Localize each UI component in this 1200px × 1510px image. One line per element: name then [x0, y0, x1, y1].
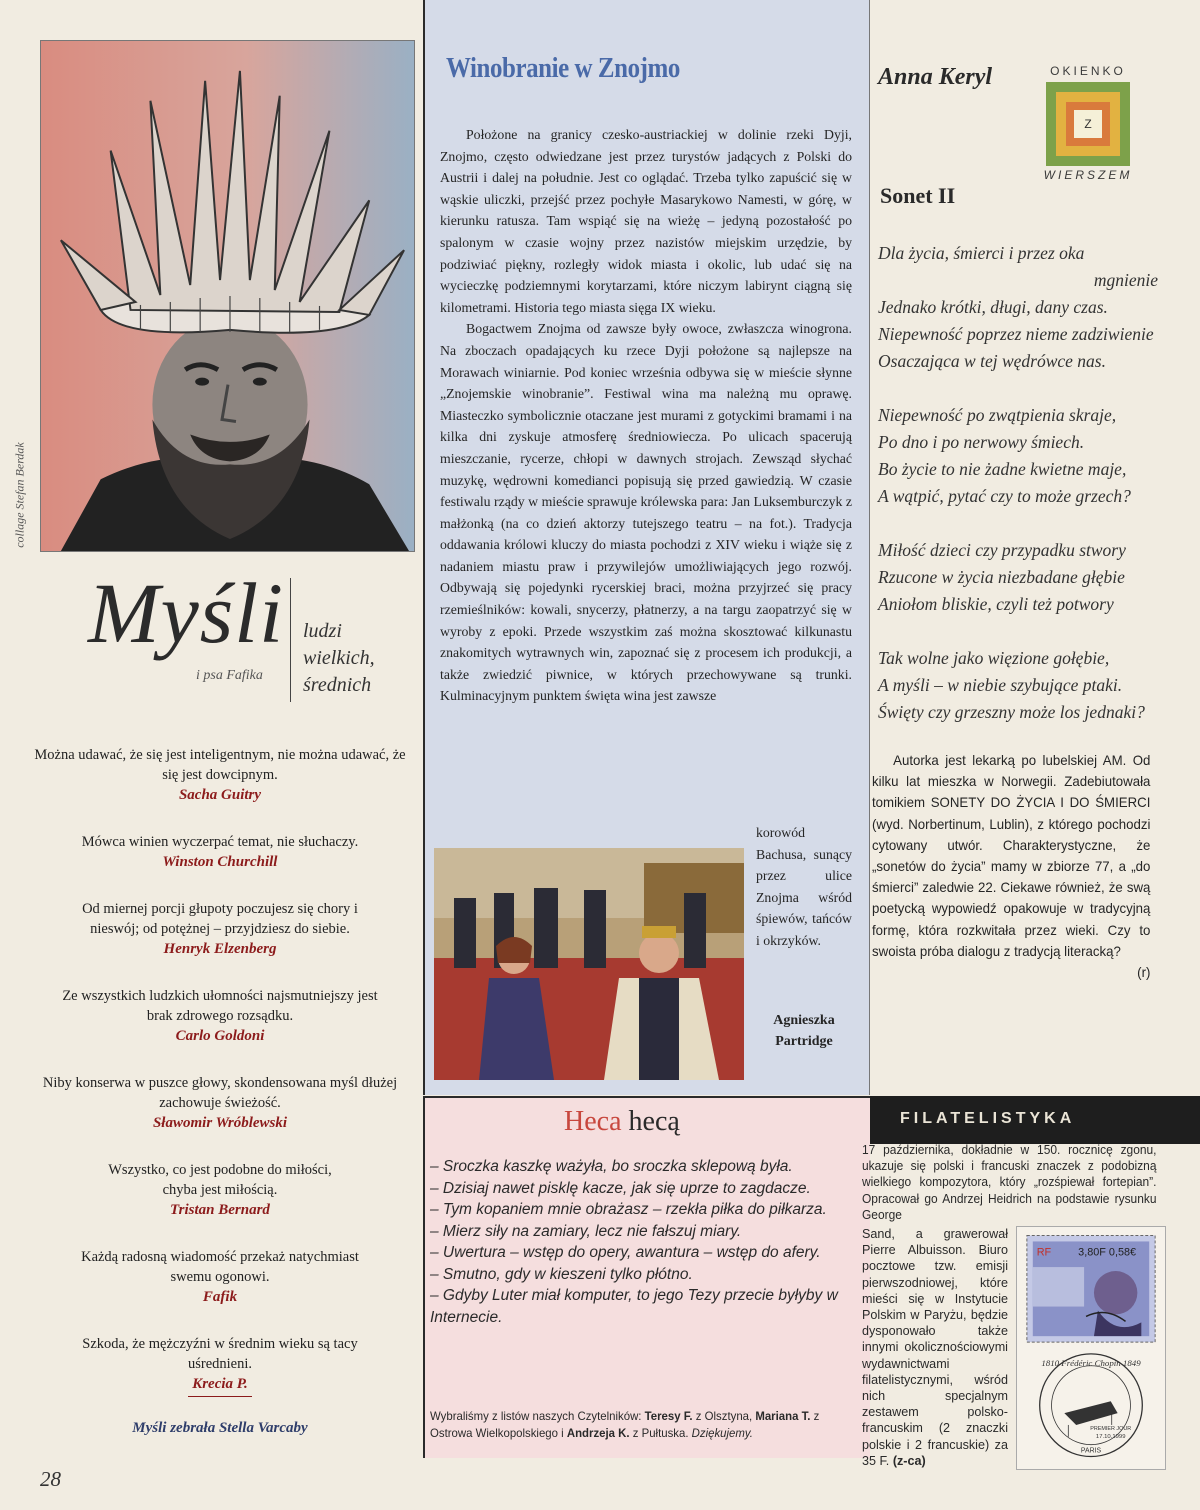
okienko-logo [1040, 64, 1136, 188]
quote-item [30, 1247, 410, 1308]
poem-line: A wątpić, pytać czy to może grzech? [878, 486, 1131, 506]
stamp-country: RF [1036, 1246, 1052, 1259]
footer-text: z Pułtuska. [629, 1426, 692, 1440]
quote-item [30, 745, 410, 806]
article-paragraph: Bogactwem Znojma od zawsze były owoce, zwłaszcza winogrona. Na zboczach opadających ku rzece Dyji położone są najlepsze na Morawach winiarnie. Pod koniec września odbywa się w mieście słynne „Znojemskie winobranie”. Festiwal wina ma należną mu oprawę. Miasteczko symbolicznie otaczane jest murami z gotyckimi bramami i na kilka dni zyskuje atmosferę średniowiecza. Po ulicach spacerują mieszczanie, rycerze, chłopi w dawnych strojach. Zewsząd słychać muzykę, wędrowni komedianci popisują się przed gawiedzią. W czasie festiwalu rządy w mieście sprawuje królewska para: Jan Luksemburczyk z małżonką (na co dzień aktorzy tutejszego teatru – na fot.). Tradycja oddawania królowi kluczy do miasta pochodzi z XIV wieku i wiąże się z nadaniem miastu praw i przywilejów umożliwiających jego rozwój. Odbywają się pojedynki rycerskiej braci, można przyjrzeć się pracy rzemieślników: kowali, snycerzy, płatnerzy, a na targu zaopatrzyć się w wyroby z epoki. Przede wszystkim zaś można skosztować kilkunastu znakomitych wytrawnych win, zapoznać się z procesem ich produkcji, a także zwiedzić piwnice, w których przechowywane są trunki. Kulminacyjnym punktem święta wina jest zawsze [440, 321, 852, 704]
fila-title: FILATELISTYKA [900, 1110, 1076, 1127]
poem-note-sign: (r) [1137, 965, 1151, 981]
collage-image [40, 40, 415, 552]
logo-top-text: OKIENKO [1050, 64, 1126, 78]
list-item: – Smutno, gdy w kieszeni tylko płótno. [430, 1265, 693, 1283]
quote-item [30, 986, 410, 1047]
quote-author: Winston Churchill [162, 854, 278, 870]
postmark-premier: PREMIER JOUR [1090, 1425, 1132, 1432]
mysli-subtitle [303, 618, 375, 699]
heca-title-red: Heca [564, 1106, 622, 1137]
quote-author: Sławomir Wróblewski [152, 1115, 288, 1131]
quote-text: Każdą radosną wiadomość przekaż natychmiast swemu ogonowi. [81, 1249, 359, 1285]
author-first-name: Agnieszka [773, 1013, 835, 1028]
stamp-value: 3,80F 0,58€ [1078, 1246, 1137, 1259]
heca-footer [430, 1408, 834, 1442]
quote-item [30, 1073, 410, 1134]
postmark-city: PARIS [1080, 1447, 1102, 1455]
logo-center-letter: Z [1074, 110, 1102, 138]
mysli-subtitle-fafik: i psa Fafika [196, 668, 263, 683]
poem-line: Miłość dzieci czy przypadku stwory [878, 540, 1126, 560]
poem-line: Po dno i po nerwowy śmiech. [878, 432, 1085, 452]
poem-line: Bo życie to nie żadne kwietne maje, [878, 459, 1127, 479]
article-author [756, 1010, 852, 1052]
poem-line: Rzucone w życia niezbadane głębie [878, 567, 1125, 587]
footer-thanks: Dziękujemy. [691, 1426, 753, 1440]
quote-text: Ze wszystkich ludzkich ułomności najsmutniejszy jest brak zdrowego rozsądku. [62, 988, 378, 1024]
poem-stanza [878, 645, 1168, 726]
quote-text: Niby konserwa w puszce głowy, skondensowana myśl dłużej zachowuje świeżość. [42, 1075, 398, 1111]
list-item: – Mierz siły na zamiary, lecz nie fałszuj miary. [430, 1222, 742, 1240]
article-body [440, 124, 852, 707]
subtitle-line: wielkich, [303, 647, 375, 669]
quote-author: Krecia P. [188, 1374, 252, 1397]
poem-line: Aniołom bliskie, czyli też potwory [878, 594, 1114, 614]
list-item: – Sroczka kaszkę ważyła, bo sroczka sklepową była. [430, 1158, 793, 1175]
footer-intro: Wybraliśmy z listów naszych Czytelników: [430, 1409, 645, 1423]
quote-author: Sacha Guitry [178, 787, 262, 803]
list-item: – Uwertura – wstęp do opery, awantura – wstęp do afery. [430, 1244, 821, 1261]
heca-title-dark: hecą [628, 1106, 680, 1137]
fila-sign: (z-ca) [892, 1453, 926, 1468]
poem-stanza [878, 537, 1168, 618]
footer-text: z Ostrowa Wielkopolskiego i [430, 1409, 820, 1440]
quote-item [30, 899, 410, 960]
poem-line: Jednako krótki, długi, dany czas. [878, 297, 1108, 317]
chopin-stamp-card [1016, 1226, 1166, 1470]
collage-credit [8, 430, 32, 560]
poem-line: Tak wolne jako więzione gołębie, [878, 648, 1110, 668]
quote-text: Mówca winien wyczerpać temat, nie słuchaczy. [81, 834, 359, 850]
quote-item [30, 832, 410, 873]
quote-item [30, 1334, 410, 1397]
article-paragraph: Położone na granicy czesko-austriackiej w dolinie rzeki Dyji, Znojmo, często odwiedzane jest przez turystów jadących z Polski do Austrii i dalej na południe. Jest co oglądać. Trzeba tylko zapuścić się w wąskie uliczki, przejść przez pochyłe Masarykowo Namesti, w górę, w kierunku ratusza. Tam wspiąć się na wieżę – jedyną pozostałość po spalonym w czasie wojny przez nazistów miejskim urzędzie, by podziwiać piękny, rozległy widok miasta i okolic, lub udać się na wycieczkę podziemnymi korytarzami, które niczym labirynt ciągną się kilometrami. Historia tego miasta sięga IX wieku. [440, 127, 852, 315]
poem-note [872, 750, 1150, 983]
quote-author: Fafik [202, 1289, 238, 1305]
poem-note-text [872, 750, 1151, 981]
heca-list [430, 1156, 855, 1328]
poem-stanza [878, 402, 1168, 510]
quote-author: Henryk Elzenberg [163, 941, 277, 957]
poem-line: Niepewność poprzez nieme zadziwienie [878, 324, 1154, 344]
subtitle-line: ludzi [303, 620, 342, 642]
fila-text-top: 17 października, dokładnie w 150. rocznicę zgonu, ukazuje się polski i francuski znaczek z podobizną wielkiego kompozytora, który „rozśpiewał fortepian”. Opracował go Andrzej Heidrich na podstawie rysunku George [862, 1143, 1157, 1222]
poem-line: Niepewność po zwątpienia skraje, [878, 405, 1117, 425]
subtitle-line: średnich [303, 674, 372, 696]
footer-name: Andrzeja K. [566, 1426, 630, 1440]
fila-text-column [862, 1226, 1008, 1469]
quote-author: Tristan Bernard [170, 1202, 270, 1218]
list-item: – Tym kopaniem mnie obrażasz – rzekła piłka do piłkarza. [430, 1201, 827, 1218]
quote-author: Carlo Goldoni [175, 1028, 265, 1044]
poem-line: A myśli – w niebie szybujące ptaki. [878, 675, 1123, 695]
quote-text: Wszystko, co jest podobne do miłości, chyba jest miłością. [108, 1162, 332, 1198]
poem-note-body: Autorka jest lekarką po lubelskiej AM. Od kilku lat mieszka w Norwegii. Zadebiutowała tomikiem SONETY DO ŻYCIA I DO ŚMIERCI (wyd. Norbertinum, Lublin), z którego pochodzi cytowany utwór. Charakterystyczne, że „sonetów do życia” mamy w zbiorze 77, a „do śmierci” zaledwie 22. Ciekawe również, że swą poetycką wypowiedź opakowuje w tradycyjną formę, która rozkwitała przez wieki. Czy to swoista próba dialogu z tradycją literacką? [872, 753, 1151, 959]
footer-text: z Olsztyna, [692, 1409, 756, 1423]
list-item: – Dzisiaj nawet pisklę kacze, jak się uprze to zagdacze. [430, 1179, 811, 1197]
poem-line: Dla życia, śmierci i przez oka [878, 243, 1085, 263]
quote-item [30, 1160, 410, 1221]
heca-title [564, 1106, 680, 1138]
title-divider [290, 578, 291, 702]
quotes-list [30, 745, 410, 1423]
poem-line: Święty czy grzeszny może los jednaki? [878, 702, 1145, 722]
article-tail: korowód Bachusa, sunący przez ulice Znojma wśród śpiewów, tańców i okrzyków. [756, 825, 852, 948]
quotes-collector: Myśli zebrała Stella Varcaby [132, 1420, 308, 1436]
poem-line: Osaczająca w tej wędrówce nas. [878, 351, 1106, 371]
festival-photo [434, 848, 744, 1080]
quote-text: Od miernej porcji głupoty poczujesz się chory i nieswój; od potężnej – przyjdziesz do siebie. [82, 901, 358, 937]
fila-text: Sand, a grawerował Pierre Albuisson. Biuro pocztowe tzw. emisji pierwszodniowej, które mieści się w Instytucie Polskim w Paryżu, będzie dysponowało także innymi okolicznościowymi wydawnictwami filatelistycznymi, wśród nich specjalnym zestawem polsko-francuskim (2 znaczki polskie i 2 francuskie) za 35 F. [862, 1227, 1008, 1468]
logo-squares [1046, 82, 1130, 166]
author-last-name: Partridge [775, 1034, 833, 1049]
footer-name: Teresy F. [644, 1409, 693, 1423]
footer-name: Mariana T. [755, 1409, 811, 1423]
poet-name: Anna Keryl [878, 64, 993, 90]
poem-line: mgnienie [1093, 270, 1158, 290]
mysli-title: Myśli [88, 565, 285, 661]
poem-title: Sonet II [880, 183, 956, 208]
postmark-date: 17.10.1999 [1095, 1433, 1126, 1440]
article-title: Winobranie w Znojmo [446, 52, 680, 84]
collage-credit-text: collage Stefan Berdak [12, 442, 27, 548]
page-number: 28 [40, 1467, 61, 1491]
poem-body [878, 240, 1168, 753]
list-item: – Gdyby Luter miał komputer, to jego Tezy przecie byłyby w Internecie. [430, 1287, 838, 1326]
logo-bottom-text: WIERSZEM [1043, 168, 1133, 182]
poem-stanza [878, 240, 1168, 375]
quote-text: Można udawać, że się jest inteligentnym, nie można udawać, że się jest dowcipnym. [34, 747, 406, 783]
postmark-text: 1810 Frédéric Chopin 1849 [1041, 1357, 1141, 1368]
quote-text: Szkoda, że mężczyźni w średnim wieku są tacy uśrednieni. [82, 1336, 358, 1372]
